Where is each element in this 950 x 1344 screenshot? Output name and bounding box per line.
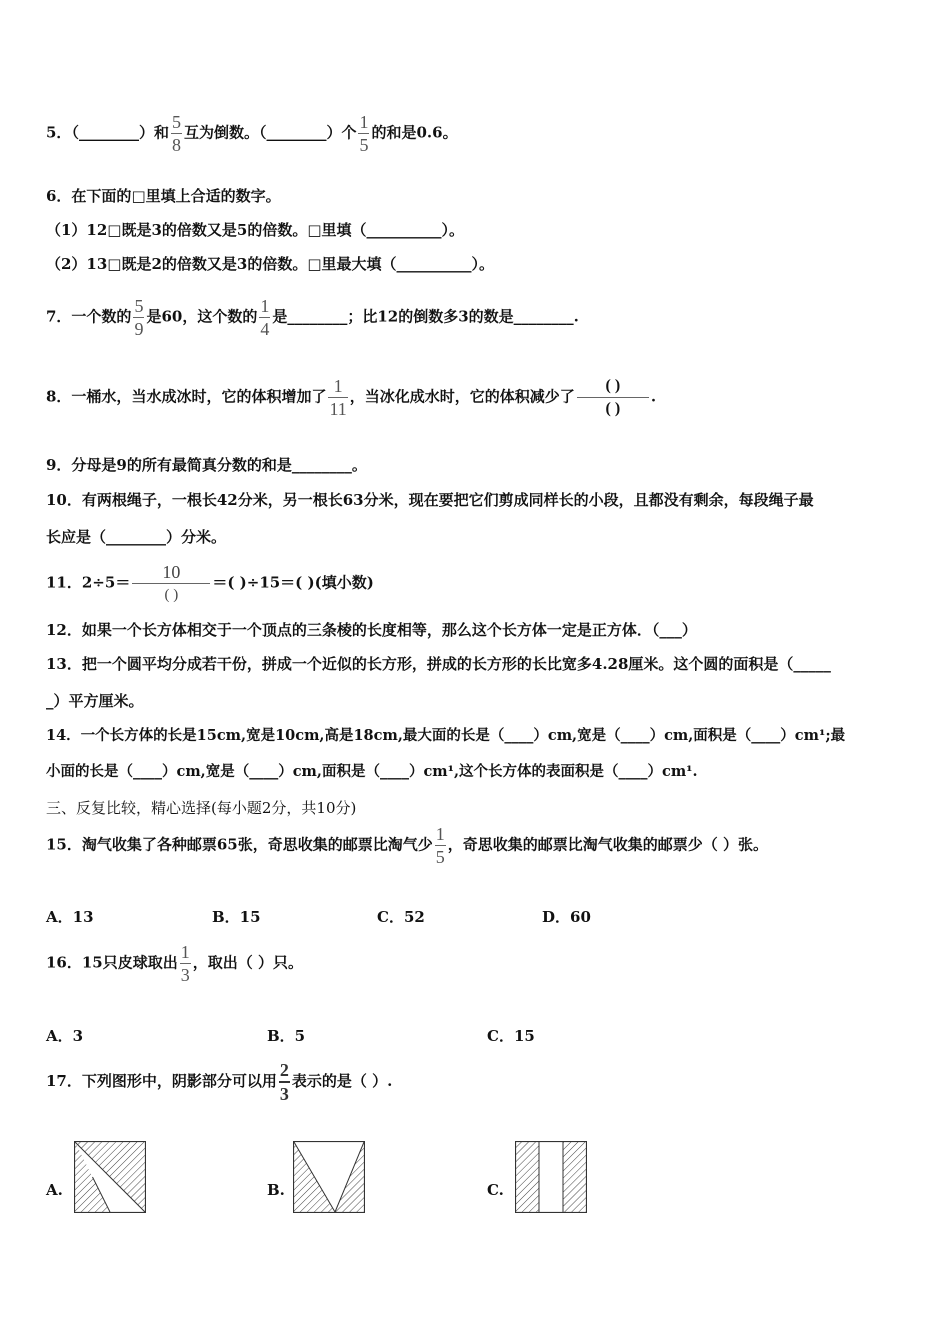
q17-text-2: 表示的是（ ）. xyxy=(291,1072,393,1090)
question-6: 6．在下面的□里填上合适的数字。 xyxy=(46,187,281,205)
question-14-line-1: 14．一个长方体的长是15cm,宽是10cm,高是18cm,最大面的长是（____）cm,宽是（____）cm,面积是（____）cm¹;最 xyxy=(46,727,846,744)
option-c-label[interactable]: C. xyxy=(487,1181,504,1199)
question-16 xyxy=(46,942,303,985)
blank-fraction: $\frac{( )}{( )}$ xyxy=(577,376,649,419)
fraction-5-9: $\frac{5}{9}$ xyxy=(134,296,144,339)
option-c[interactable]: C．52 xyxy=(377,908,425,926)
q17-text-1: 17．下列图形中，阴影部分可以用 xyxy=(46,1072,277,1090)
section-heading: 三、反复比较，精心选择(每小题2分，共10分) xyxy=(46,799,357,817)
question-11 xyxy=(46,562,374,605)
q7-text-1: 7．一个数的 xyxy=(46,307,132,326)
option-c[interactable]: C．15 xyxy=(487,1027,535,1045)
option-b[interactable]: B．5 xyxy=(267,1027,306,1045)
q15-text-1: 15．淘气收集了各种邮票65张，奇思收集的邮票比淘气少 xyxy=(46,835,433,854)
q5-text-2: 互为倒数。（________）个 xyxy=(183,123,357,142)
q7-text-3: 是________；比12的倒数多3的数是________. xyxy=(272,307,579,326)
fraction-2-3: $\frac{2}{3}$ xyxy=(279,1060,289,1104)
fraction-1-3: $\frac{1}{3}$ xyxy=(180,942,190,985)
fraction-1-4: $\frac{1}{4}$ xyxy=(260,296,270,339)
question-12: 12．如果一个长方体相交于一个顶点的三条棱的长度相等，那么这个长方体一定是正方体．（___） xyxy=(46,621,697,639)
option-a[interactable]: A．13 xyxy=(46,908,94,926)
question-9: 9．分母是9的所有最简真分数的和是________。 xyxy=(46,456,367,474)
question-7 xyxy=(46,296,579,339)
question-6-part-2: （2）13□既是2的倍数又是3的倍数。□里最大填（__________）。 xyxy=(46,255,495,273)
question-10-line-2: 长应是（________）分米。 xyxy=(46,528,227,546)
q15-text-2: ，奇思收集的邮票比淘气收集的邮票少（ ）张。 xyxy=(447,835,768,854)
q11-text-1: 11．2÷5＝ xyxy=(46,573,131,592)
question-10-line-1: 10．有两根绳子，一根长42分米，另一根长63分米，现在要把它们剪成同样长的小段，且都没有剩余，每段绳子最 xyxy=(46,491,814,509)
fraction-5-8: $\frac{5}{8}$ xyxy=(171,112,181,155)
q5-text-3: 的和是0.6。 xyxy=(371,123,458,142)
figure-b[interactable] xyxy=(293,1141,365,1213)
fraction-1-5: $\frac{1}{5}$ xyxy=(359,112,369,155)
question-17 xyxy=(46,1060,392,1104)
q11-text-2: ＝( )÷15＝( )(填小数) xyxy=(212,573,374,592)
question-6-part-1: （1）12□既是3的倍数又是5的倍数。□里填（__________）。 xyxy=(46,221,465,239)
question-number: 5． xyxy=(46,123,72,142)
question-8 xyxy=(46,376,656,419)
q5-text-1: （________）和 xyxy=(71,123,169,142)
q7-text-2: 是60，这个数的 xyxy=(146,307,258,326)
q8-text-2: ，当冰化成水时，它的体积减少了 xyxy=(349,387,575,406)
q8-text-3: . xyxy=(650,387,657,406)
figure-c[interactable] xyxy=(515,1141,587,1213)
figure-a[interactable] xyxy=(74,1141,146,1213)
q16-text-1: 16．15只皮球取出 xyxy=(46,953,178,972)
fraction-1-11: $\frac{1}{11}$ xyxy=(329,376,347,419)
question-13-line-2: _）平方厘米。 xyxy=(46,692,144,710)
question-14-line-2: 小面的长是（____）cm,宽是（____）cm,面积是（____）cm¹,这个长方体的表面积是（____）cm¹. xyxy=(46,763,698,780)
shaded-right-strip xyxy=(563,1142,586,1212)
option-d[interactable]: D．60 xyxy=(542,908,591,926)
q8-text-1: 8．一桶水，当水成冰时，它的体积增加了 xyxy=(46,387,327,406)
fraction-1-5: $\frac{1}{5}$ xyxy=(435,824,445,867)
option-b-label[interactable]: B. xyxy=(267,1181,285,1199)
question-15 xyxy=(46,824,768,867)
blank-fraction-10: $\frac{10}{( )}$ xyxy=(132,562,210,605)
option-a[interactable]: A．3 xyxy=(46,1027,84,1045)
question-5 xyxy=(46,112,458,155)
q16-text-2: ，取出（ ）只。 xyxy=(192,953,303,972)
option-b[interactable]: B．15 xyxy=(212,908,261,926)
question-13-line-1: 13．把一个圆平均分成若干份，拼成一个近似的长方形，拼成的长方形的长比宽多4.28厘米。这个圆的面积是（_____ xyxy=(46,655,831,673)
shaded-left-strip xyxy=(516,1142,539,1212)
option-a-label[interactable]: A. xyxy=(46,1181,63,1199)
